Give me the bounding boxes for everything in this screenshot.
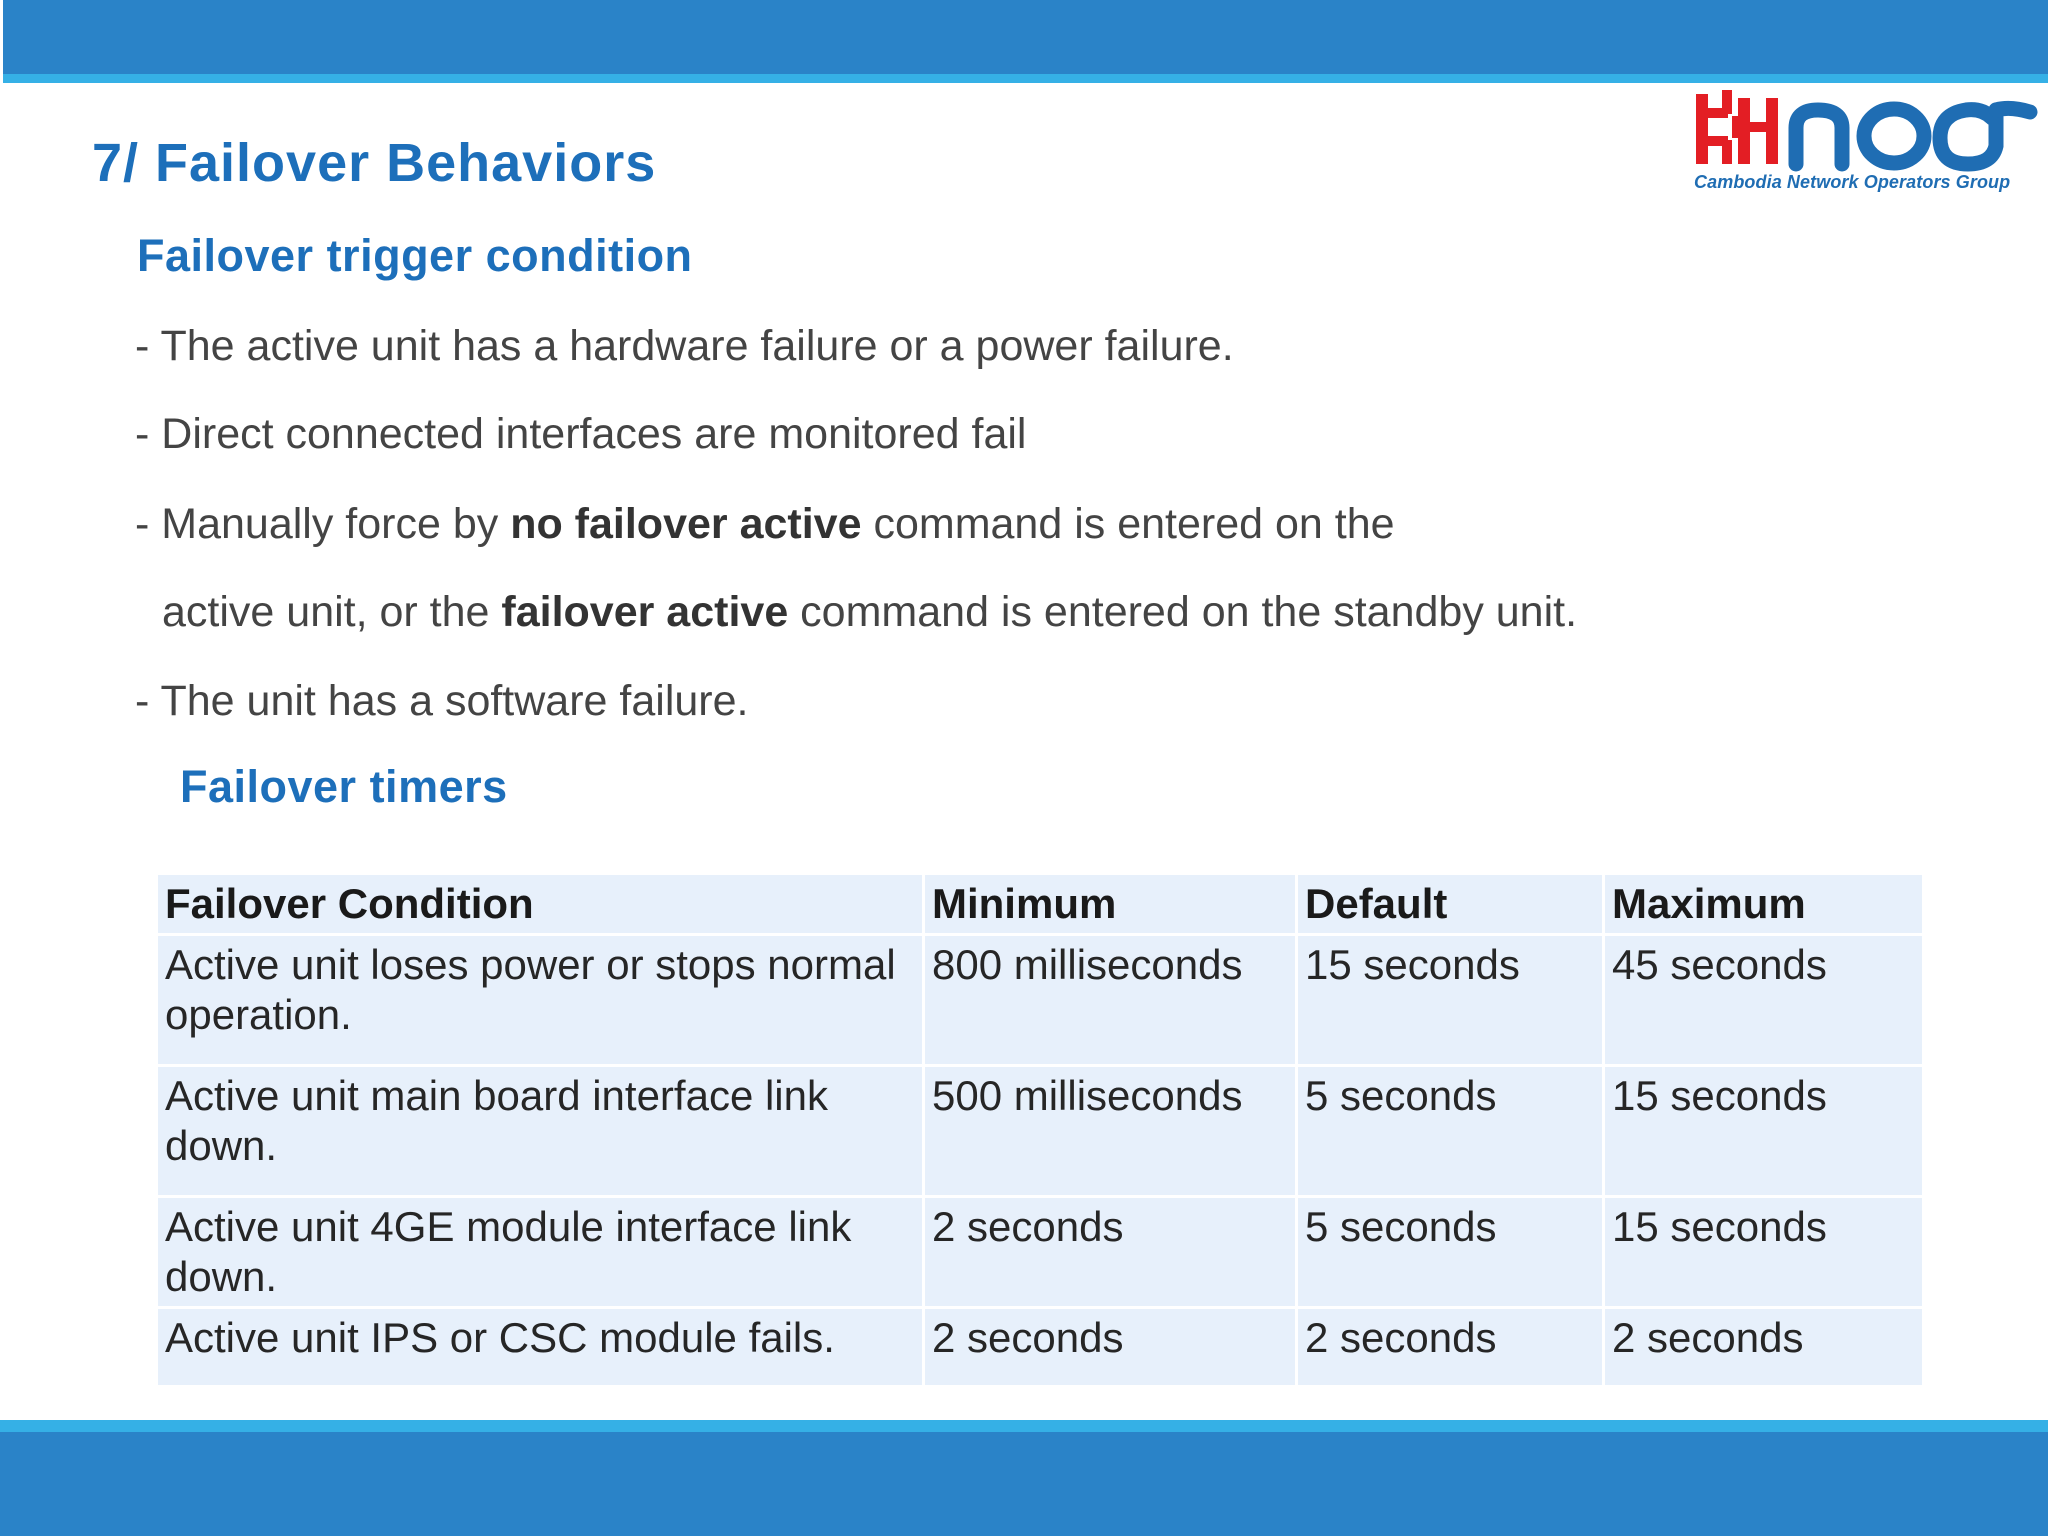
header-default: Default: [1298, 875, 1602, 933]
trigger-bullet-hardware: - The active unit has a hardware failure or a power failure.: [135, 322, 1234, 370]
trigger-bullet-manual-continued: [162, 588, 1577, 637]
failover-timers-table: [155, 872, 1925, 1388]
table-row: [158, 936, 1922, 1064]
table-header-row: [158, 875, 1922, 933]
command-no-failover-active: no failover active: [510, 500, 862, 548]
bullet-text: command is entered on the standby unit.: [788, 588, 1578, 636]
default-cell: 2 seconds: [1298, 1309, 1602, 1385]
khnog-logo-mark: [1692, 88, 2040, 172]
minimum-cell: 800 milliseconds: [925, 936, 1295, 1064]
condition-cell: Active unit main board interface link down.: [158, 1067, 922, 1195]
condition-cell: Active unit 4GE module interface link down.: [158, 1198, 922, 1306]
bullet-text: command is entered on the: [861, 500, 1395, 548]
top-banner: [3, 0, 2048, 74]
minimum-cell: 2 seconds: [925, 1309, 1295, 1385]
khnog-logo: [1692, 88, 2040, 200]
logo-tagline: Cambodia Network Operators Group: [1694, 172, 2011, 192]
header-minimum: Minimum: [925, 875, 1295, 933]
trigger-condition-heading: Failover trigger condition: [137, 230, 693, 281]
header-maximum: Maximum: [1605, 875, 1922, 933]
header-failover-condition: Failover Condition: [158, 875, 922, 933]
maximum-cell: 15 seconds: [1605, 1198, 1922, 1306]
table-row: [158, 1198, 1922, 1306]
bullet-text: - Manually force by: [135, 500, 511, 548]
maximum-cell: 15 seconds: [1605, 1067, 1922, 1195]
condition-cell: Active unit IPS or CSC module fails.: [158, 1309, 922, 1385]
default-cell: 15 seconds: [1298, 936, 1602, 1064]
bottom-banner: [0, 1432, 2048, 1536]
minimum-cell: 500 milliseconds: [925, 1067, 1295, 1195]
command-failover-active: failover active: [501, 588, 789, 636]
maximum-cell: 2 seconds: [1605, 1309, 1922, 1385]
minimum-cell: 2 seconds: [925, 1198, 1295, 1306]
condition-cell: Active unit loses power or stops normal operation.: [158, 936, 922, 1064]
maximum-cell: 45 seconds: [1605, 936, 1922, 1064]
table-row: [158, 1067, 1922, 1195]
default-cell: 5 seconds: [1298, 1198, 1602, 1306]
trigger-bullet-interfaces: - Direct connected interfaces are monitored fail: [135, 410, 1027, 458]
timers-heading: Failover timers: [180, 761, 508, 812]
bullet-text: active unit, or the: [162, 588, 502, 636]
trigger-bullet-software: - The unit has a software failure.: [135, 677, 749, 725]
slide-title: 7/ Failover Behaviors: [92, 133, 657, 193]
default-cell: 5 seconds: [1298, 1067, 1602, 1195]
table-row: [158, 1309, 1922, 1385]
trigger-bullet-manual: [135, 500, 1395, 549]
